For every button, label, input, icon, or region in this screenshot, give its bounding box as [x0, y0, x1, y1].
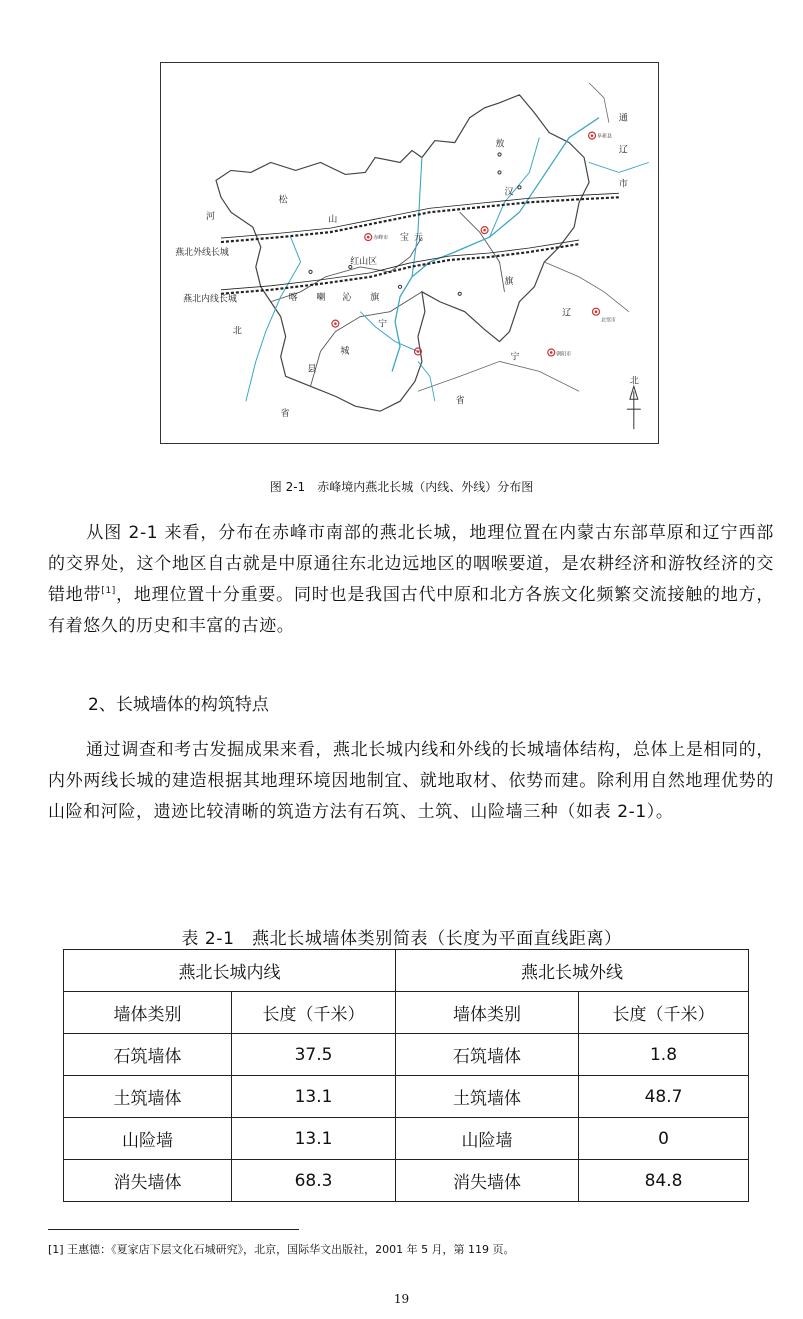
river-4 — [360, 312, 418, 352]
map-label-he: 河 — [206, 212, 216, 223]
table-header-row — [64, 992, 749, 1034]
table-column-header: 墙体类别 — [396, 992, 579, 1034]
footnote-reference[interactable]: [1] — [101, 586, 116, 596]
map-label-tongliao-1: 通 — [618, 113, 628, 124]
table-row — [64, 1034, 749, 1076]
map-label-sheng2: 省 — [455, 396, 465, 407]
map-label-cheng: 城 — [340, 346, 350, 357]
map-label-tongliao-2: 辽 — [618, 145, 628, 156]
table-cell: 山险墙 — [396, 1118, 579, 1160]
paragraph-1 — [48, 518, 774, 642]
table-title: 表 2-1 燕北长城墙体类别简表（长度为平面直线距离） — [181, 929, 622, 949]
table-cell: 68.3 — [232, 1160, 396, 1202]
map-label-kelaqin-2: 喇 — [316, 292, 326, 303]
river-2 — [412, 158, 422, 277]
table-group-header: 燕北长城内线 — [64, 950, 396, 992]
inner-wall-line — [221, 244, 579, 294]
map-label-qi: 旗 — [504, 276, 514, 287]
table-group-header-row — [64, 950, 749, 992]
table-column-header: 墙体类别 — [64, 992, 232, 1034]
table-cell: 0 — [579, 1118, 749, 1160]
map-label-ning: 宁 — [378, 319, 388, 330]
section-heading: 2、长城墙体的构筑特点 — [88, 695, 269, 715]
external-boundary — [544, 262, 629, 312]
yanbei-great-wall-map — [161, 63, 658, 443]
paragraph-2-text: 通过调查和考古发掘成果来看，燕北长城内线和外线的长城墙体结构，总体上是相同的，内外两线长城的建造根据其地理环境因地制宜、就地取材、依势而建。除利用自然地理优势的山险和河险，遗迹比较清晰的筑造方法有石筑、土筑、山险墙三种（如表 2-1）。 — [48, 740, 774, 822]
map-label-outer-line: 燕北外线长城 — [175, 247, 229, 258]
map-label-kelaqin-4: 旗 — [370, 292, 380, 303]
map-label-chifeng: 赤峰市 — [373, 235, 389, 242]
map-label-north: 北 — [629, 376, 639, 387]
table-cell: 1.8 — [579, 1034, 749, 1076]
river-6 — [589, 162, 649, 172]
table-cell: 37.5 — [232, 1034, 396, 1076]
map-label-chaoyang: 朝阳市 — [556, 351, 572, 358]
map-label-bei: 北 — [232, 326, 242, 337]
map-label-han: 汉 — [504, 187, 514, 198]
table-cell: 84.8 — [579, 1160, 749, 1202]
table-cell: 13.1 — [232, 1076, 396, 1118]
map-label-bao: 宝 — [400, 233, 410, 244]
map-label-sheng: 省 — [280, 409, 290, 420]
map-label-tongliao-3: 市 — [618, 179, 628, 190]
district-boundary-2 — [311, 292, 422, 387]
north-arrow — [627, 386, 641, 429]
river-7 — [418, 361, 435, 401]
table-cell: 山险墙 — [64, 1118, 232, 1160]
river-5 — [246, 237, 301, 401]
external-boundary-3 — [589, 83, 609, 123]
map-label-kelaqin-3: 沁 — [342, 292, 352, 303]
map-label-beipiao: 北票市 — [600, 317, 616, 324]
map-figure — [160, 62, 659, 444]
paragraph-1-text: 从图 2-1 来看，分布在赤峰市南部的燕北长城，地理位置在内蒙古东部草原和辽宁西部的交界处，这个地区自古就是中原通往东北边远地区的咽喉要道，是农耕经济和游牧经济的交错地带 — [48, 523, 774, 605]
map-label-liao: 辽 — [562, 308, 572, 319]
table-cell: 石筑墙体 — [396, 1034, 579, 1076]
table-row — [64, 1076, 749, 1118]
river-3 — [490, 138, 540, 237]
map-label-shan: 山 — [328, 215, 338, 226]
paragraph-2 — [48, 735, 774, 828]
table-cell: 消失墙体 — [396, 1160, 579, 1202]
table-cell: 石筑墙体 — [64, 1034, 232, 1076]
table-row — [64, 1160, 749, 1202]
table-row — [64, 1118, 749, 1160]
table-group-header: 燕北长城外线 — [396, 950, 749, 992]
map-label-ning2: 宁 — [510, 352, 520, 363]
table-cell: 13.1 — [232, 1118, 396, 1160]
table-cell: 土筑墙体 — [64, 1076, 232, 1118]
page-number: 19 — [393, 1292, 410, 1306]
external-boundary-2 — [418, 361, 579, 391]
table-cell: 土筑墙体 — [396, 1076, 579, 1118]
wall-category-table — [63, 949, 749, 1202]
map-label-hongshan: 红山区 — [350, 256, 378, 267]
chifeng-boundary — [216, 95, 589, 411]
map-label-inner-line: 燕北内线长城 — [183, 294, 237, 305]
paragraph-1-text-cont: ，地理位置十分重要。同时也是我国古代中原和北方各族文化频繁交流接触的地方，有着悠久的历史和丰富的古迹。 — [48, 585, 774, 636]
table-column-header: 长度（千米） — [579, 992, 749, 1034]
table-cell: 消失墙体 — [64, 1160, 232, 1202]
map-label-ao: 敖 — [495, 139, 505, 150]
map-label-song: 松 — [278, 195, 288, 206]
map-label-xian: 县 — [307, 364, 317, 375]
table-cell: 48.7 — [579, 1076, 749, 1118]
map-label-fuxin: 阜新县 — [597, 133, 612, 140]
map-label-yuan: 元 — [413, 233, 423, 244]
table-column-header: 长度（千米） — [232, 992, 396, 1034]
footnote-divider — [48, 1229, 299, 1230]
figure-caption: 图 2-1 赤峰境内燕北长城（内线、外线）分布图 — [269, 480, 534, 494]
footnote: [1] 王惠德：《夏家店下层文化石城研究》，北京，国际华文出版社，2001 年 5 月，第 119 页。 — [48, 1243, 515, 1256]
map-label-kelaqin-1: 喀 — [288, 292, 298, 303]
